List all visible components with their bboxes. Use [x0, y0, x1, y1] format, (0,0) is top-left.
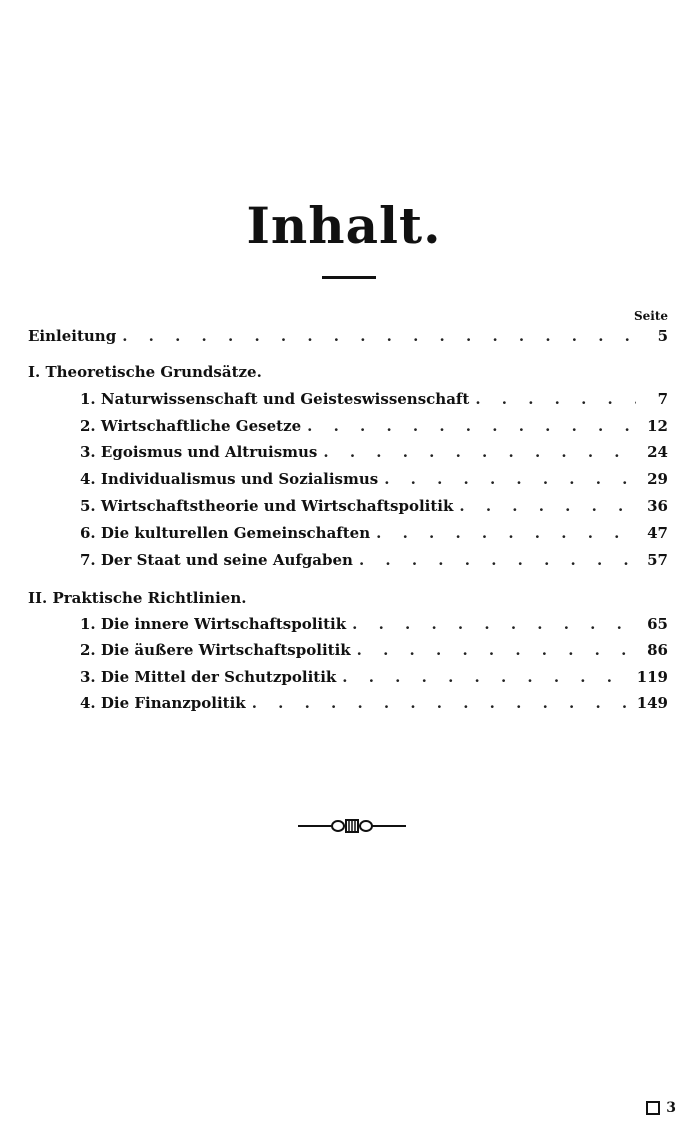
- leader-dots: [384, 470, 636, 488]
- toc-entry-page: 12: [647, 417, 668, 435]
- toc-entry-label: Wirtschaftliche Gesetze: [100, 417, 302, 435]
- toc-entry-page: 65: [647, 615, 668, 633]
- toc-entry-page: 29: [647, 470, 668, 488]
- leader-dots: [342, 668, 630, 686]
- leader-dots: [459, 497, 636, 515]
- toc-entry-page: 86: [647, 641, 668, 659]
- toc-entry-page: 24: [647, 443, 668, 461]
- toc-entry[interactable]: [80, 417, 668, 439]
- leader-dots: [359, 551, 636, 569]
- part-heading-2: II. Praktische Richtlinien.: [28, 589, 247, 607]
- toc-entry-number: 4.: [80, 694, 96, 712]
- leader-dots: [122, 327, 636, 345]
- toc-entry-page: 7: [657, 390, 668, 408]
- toc-entry-label: Der Staat und seine Aufgaben: [100, 551, 353, 569]
- toc-entry[interactable]: [80, 470, 668, 492]
- toc-entry-number: 3.: [80, 443, 96, 461]
- toc-entry-page: 36: [647, 497, 668, 515]
- page-number: [646, 1100, 676, 1116]
- toc-entry-label: Die innere Wirtschaftspolitik: [100, 615, 347, 633]
- toc-entry-label: Wirtschaftstheorie und Wirtschaftspolitik: [100, 497, 454, 515]
- toc-entry[interactable]: [80, 551, 668, 573]
- toc-entry-number: 1.: [80, 390, 96, 408]
- toc-entry[interactable]: [80, 694, 668, 716]
- toc-entry-label: Die Finanzpolitik: [100, 694, 246, 712]
- vine-ornament-icon: [298, 816, 406, 836]
- leader-dots: [323, 443, 636, 461]
- toc-entry-number: 3.: [80, 668, 96, 686]
- toc-entry-number: 6.: [80, 524, 96, 542]
- toc-entry-number: 7.: [80, 551, 96, 569]
- toc-entry-label: Die äußere Wirtschaftspolitik: [100, 641, 351, 659]
- seite-label: Seite: [633, 309, 668, 323]
- toc-entry-number: 4.: [80, 470, 96, 488]
- toc-entry[interactable]: [80, 390, 668, 412]
- toc-entry-page: 57: [647, 551, 668, 569]
- toc-entry[interactable]: [80, 497, 668, 519]
- toc-entry-page: 149: [636, 694, 668, 712]
- page-title: Inhalt.: [246, 196, 442, 255]
- leader-dots: [307, 417, 636, 435]
- toc-entry-label: Die Mittel der Schutzpolitik: [100, 668, 337, 686]
- toc-entry-page: 5: [657, 327, 668, 345]
- title-rule: [322, 276, 376, 279]
- toc-entry[interactable]: [80, 668, 668, 690]
- leader-dots: [252, 694, 631, 712]
- toc-entry-label: Naturwissenschaft und Geisteswissenschaft: [100, 390, 470, 408]
- leader-dots: [357, 641, 636, 659]
- toc-entry-number: 2.: [80, 641, 96, 659]
- toc-entry[interactable]: [80, 641, 668, 663]
- toc-entry-label: Die kulturellen Gemeinschaften: [100, 524, 371, 542]
- toc-entry-label: Einleitung: [28, 327, 117, 345]
- toc-entry-number: 1.: [80, 615, 96, 633]
- square-mark-icon: [646, 1101, 660, 1115]
- toc-entry-page: 47: [647, 524, 668, 542]
- leader-dots: [475, 390, 636, 408]
- leader-dots: [376, 524, 636, 542]
- toc-entry[interactable]: [80, 443, 668, 465]
- toc-entry-number: 2.: [80, 417, 96, 435]
- toc-entry[interactable]: [80, 524, 668, 546]
- page-number-value: 3: [666, 1100, 676, 1116]
- leader-dots: [352, 615, 636, 633]
- toc-entry[interactable]: [80, 615, 668, 637]
- toc-entry-label: Individualismus und Sozialismus: [100, 470, 379, 488]
- toc-entry-page: 119: [636, 668, 668, 686]
- toc-entry-number: 5.: [80, 497, 96, 515]
- toc-entry-einleitung[interactable]: [28, 327, 668, 349]
- part-heading-1: I. Theoretische Grundsätze.: [28, 363, 262, 381]
- toc-entry-label: Egoismus und Altruismus: [100, 443, 318, 461]
